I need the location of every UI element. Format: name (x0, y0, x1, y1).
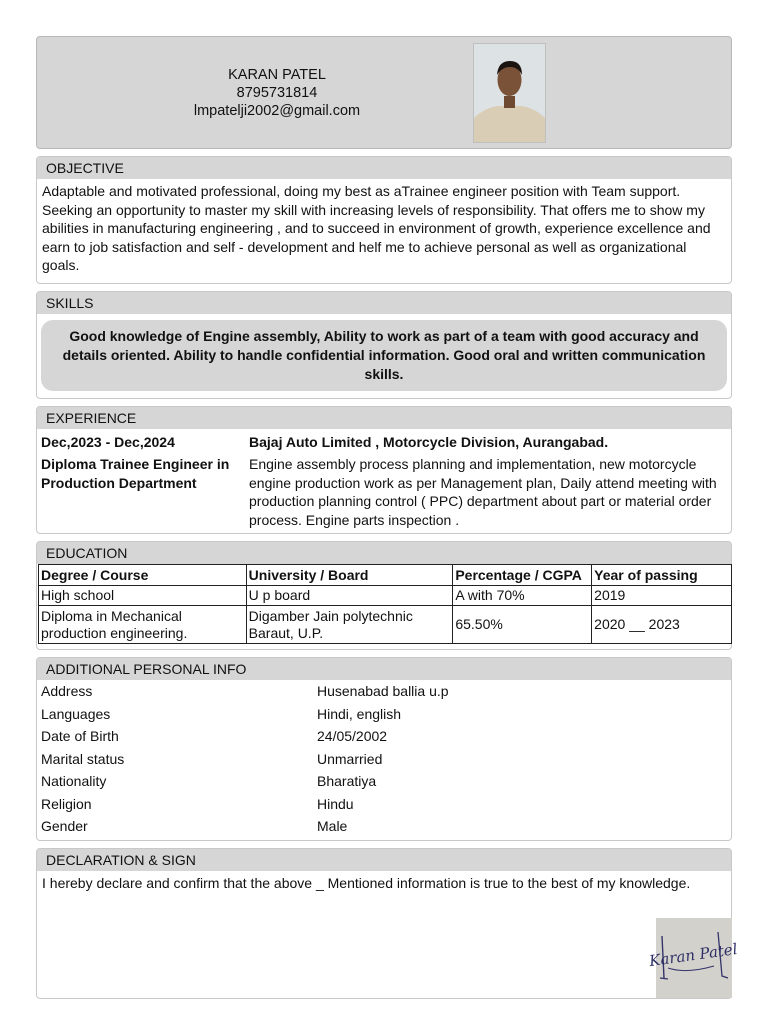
education-header-cell: University / Board (246, 565, 453, 586)
table-row (39, 586, 732, 606)
experience-period: Dec,2023 - Dec,2024 (41, 434, 175, 450)
signature-drawing (648, 918, 739, 998)
profile-photo-image (474, 44, 545, 142)
info-label: Gender (41, 818, 88, 834)
list-item (37, 725, 731, 748)
section-title-education: EDUCATION (37, 542, 731, 564)
section-title-declaration: DECLARATION & SIGN (37, 849, 731, 871)
experience-description: Engine assembly process planning and implementation, new motorcycle engine production work as per Management plan, Daily attend meeting with production planning control ( PPC) department about part or material order process. Engine parts inspection . (249, 456, 717, 528)
info-label: Marital status (41, 750, 125, 767)
list-item (37, 793, 731, 816)
declaration-section (36, 848, 739, 999)
education-table (38, 564, 732, 644)
objective-text: Adaptable and motivated professional, doing my best as aTrainee engineer position with Team support. Seeking an opportunity to master my skill with increasing levels of responsibility. That offers me to show my abilities in manufacturing engineering , and to succeed in environment of growth, experience excellence and earn to job satisfaction and self - development and helf me to achieve personal as well as organizational goals. (42, 183, 711, 273)
education-cell: 2019 (592, 586, 732, 606)
info-value: 24/05/2002 (317, 728, 388, 744)
info-value: Male (317, 818, 348, 834)
profile-photo (473, 43, 546, 143)
table-row (39, 606, 732, 644)
education-header-cell: Percentage / CGPA (453, 565, 592, 586)
candidate-phone: 8795731814 (236, 85, 318, 101)
list-item (37, 748, 731, 771)
section-title-experience: EXPERIENCE (37, 407, 731, 429)
education-header-row (39, 565, 732, 586)
info-value: Bharatiya (317, 773, 377, 789)
signature-image (648, 918, 739, 998)
info-value: Husenabad ballia u.p (317, 683, 449, 699)
experience-section (36, 406, 732, 534)
skills-section (36, 291, 732, 399)
declaration-text: I hereby declare and confirm that the above _ Mentioned information is true to the best of my knowledge. (42, 875, 691, 891)
skills-text: Good knowledge of Engine assembly, Ability to work as part of a team with good accuracy and details oriented. Ability to handle confidential information. Good oral and written communication skills. (41, 320, 727, 391)
signature-lettering: Karan Patel (648, 939, 739, 971)
info-label: Religion (41, 795, 92, 812)
contact-block (157, 66, 397, 120)
education-cell: High school (39, 586, 247, 606)
education-cell: U p board (246, 586, 453, 606)
info-value: Hindi, english (317, 705, 402, 722)
experience-company: Bajaj Auto Limited , Motorcycle Division, Aurangabad. (249, 434, 609, 450)
education-cell: 2020 __ 2023 (592, 606, 732, 644)
info-label: Address (41, 683, 93, 699)
education-cell: A with 70% (453, 586, 592, 606)
objective-section (36, 156, 732, 284)
experience-right-column (249, 433, 719, 529)
personal-info-section (36, 657, 732, 841)
info-value: Unmarried (317, 750, 383, 767)
education-section (36, 541, 732, 650)
info-label: Nationality (41, 773, 107, 789)
info-label: Languages (41, 705, 111, 722)
personal-info-list (37, 680, 731, 838)
experience-left-column (41, 433, 241, 493)
education-cell: Diploma in Mechanical production engineering. (39, 606, 247, 644)
list-item (37, 815, 731, 838)
education-cell: 65.50% (453, 606, 592, 644)
resume-header (36, 36, 732, 149)
info-label: Date of Birth (41, 728, 119, 744)
section-title-personal: ADDITIONAL PERSONAL INFO (37, 658, 731, 680)
section-title-skills: SKILLS (37, 292, 731, 314)
education-cell: Digamber Jain polytechnic Baraut, U.P. (246, 606, 453, 644)
list-item (37, 703, 731, 726)
candidate-name: KARAN PATEL (228, 67, 326, 83)
section-title-objective: OBJECTIVE (37, 157, 731, 179)
education-header-cell: Year of passing (592, 565, 732, 586)
education-header-cell: Degree / Course (39, 565, 247, 586)
list-item (37, 770, 731, 793)
experience-role: Diploma Trainee Engineer in Production Department (41, 456, 230, 491)
info-value: Hindu (317, 795, 354, 812)
list-item (37, 680, 731, 703)
candidate-email: lmpatelji2002@gmail.com (193, 103, 361, 119)
